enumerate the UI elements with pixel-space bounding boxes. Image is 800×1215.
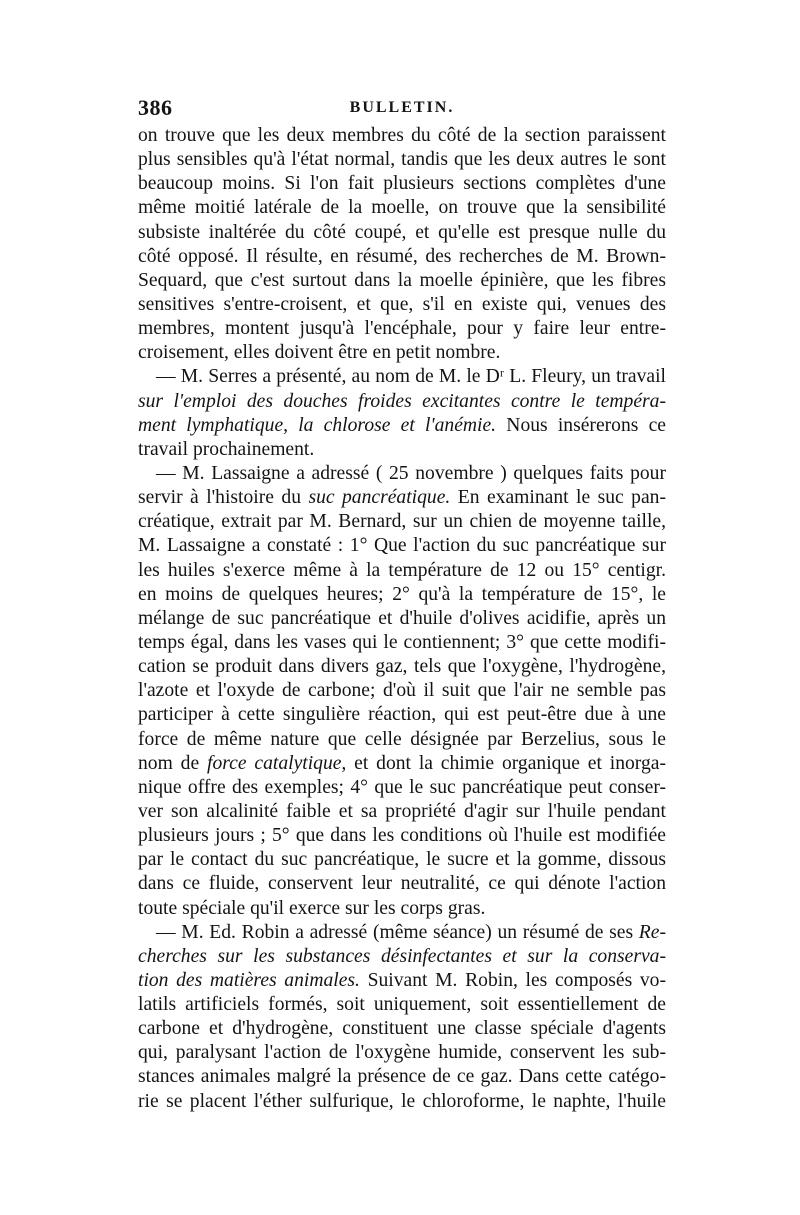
text-line: croisement, elles doivent être en petit nombre. — [138, 342, 501, 364]
text-line: nique offre des exemples; 4° que le suc pancréatique peut conser- — [138, 776, 666, 798]
text-line: on trouve que les deux membres du côté de la section paraissent — [138, 125, 666, 146]
text-line: force de même nature que celle désignée par Berzelius, sous le — [138, 728, 666, 750]
text-line: mélange de suc pancréatique et d'huile d'olives acidifie, après un — [138, 607, 666, 629]
text-line: latils artificiels formés, soit uniquement, soit essentiellement de — [138, 994, 666, 1016]
text-line: M. Lassaigne a constaté : 1° Que l'action du suc pancréatique sur — [138, 535, 666, 557]
text-line: sensitives s'entre-croisent, et que, s'il en existe qui, venues des — [138, 293, 666, 315]
text-line: Sequard, que c'est surtout dans la moelle épinière, que les fibres — [138, 269, 666, 291]
text-line: nom de force catalytique, et dont la chimie organique et inorga- — [138, 752, 666, 774]
text-line: ver son alcalinité faible et sa propriété d'agir sur l'huile pendant — [138, 800, 666, 822]
text-line: en moins de quelques heures; 2° qu'à la température de 15°, le — [138, 583, 666, 605]
text-line: créatique, extrait par M. Bernard, sur un chien de moyenne taille, — [138, 511, 666, 533]
text-line: carbone et d'hydrogène, constituent une classe spéciale d'agents — [138, 1018, 666, 1040]
text-line: tion des matières animales. Suivant M. Robin, les composés vo- — [138, 969, 666, 991]
text-line: dans ce fluide, conservent leur neutralité, ce qui dénote l'action — [138, 873, 666, 895]
page-number: 386 — [138, 95, 173, 120]
text-line: — M. Ed. Robin a adressé (même séance) un résumé de ses Re- — [156, 921, 666, 943]
text-line: sur l'emploi des douches froides excitantes contre le tempéra- — [138, 390, 666, 412]
text-line: participer à cette singulière réaction, qui est peut-être due à une — [138, 704, 666, 726]
text-line: cation se produit dans divers gaz, tels que l'oxygène, l'hydrogène, — [138, 656, 666, 678]
text-line: plus sensibles qu'à l'état normal, tandis que les deux autres le sont — [138, 149, 666, 171]
text-line: cherches sur les substances désinfectantes et sur la conserva- — [138, 945, 666, 967]
text-line: — M. Lassaigne a adressé ( 25 novembre ) quelques faits pour — [156, 462, 666, 484]
text-line: par le contact du suc pancréatique, le sucre et la gomme, dissous — [138, 849, 666, 871]
text-line: côté opposé. Il résulte, en résumé, des recherches de M. Brown- — [138, 245, 666, 267]
text-line: subsiste inaltérée du côté coupé, et qu'elle est presque nulle du — [138, 221, 666, 243]
text-line: travail prochainement. — [138, 438, 315, 460]
page-header — [138, 95, 666, 127]
text-line: rie se placent l'éther sulfurique, le chloroforme, le naphte, l'huile — [138, 1090, 666, 1112]
text-line: beaucoup moins. Si l'on fait plusieurs sections complètes d'une — [138, 173, 666, 195]
text-line: temps égal, dans les vases qui le contiennent; 3° que cette modifi- — [138, 631, 666, 653]
text-line: même moitié latérale de la moelle, on trouve que la sensibilité — [138, 197, 666, 219]
text-line: ment lymphatique, la chlorose et l'anémie. Nous insérerons ce — [138, 414, 666, 436]
text-line: l'azote et l'oxyde de carbone; d'où il suit que l'air ne semble pas — [138, 680, 666, 702]
text-line: stances animales malgré la présence de ce gaz. Dans cette catégo- — [138, 1066, 666, 1088]
text-line: qui, paralysant l'action de l'oxygène humide, conservent les sub- — [138, 1042, 666, 1064]
text-line: servir à l'histoire du suc pancréatique. En examinant le suc pan- — [138, 487, 666, 509]
running-title: BULLETIN. — [349, 99, 455, 116]
text-line: — M. Serres a présenté, au nom de M. le Dʳ L. Fleury, un travail — [156, 366, 666, 388]
text-line: les huiles s'exerce même à la température de 12 ou 15° centigr. — [138, 559, 666, 581]
text-line: toute spéciale qu'il exerce sur les corps gras. — [138, 897, 486, 919]
page-body — [138, 124, 666, 1114]
text-line: plusieurs jours ; 5° que dans les conditions où l'huile est modifiée — [138, 825, 666, 847]
text-line: membres, montent jusqu'à l'encéphale, pour y faire leur entre- — [138, 318, 666, 340]
